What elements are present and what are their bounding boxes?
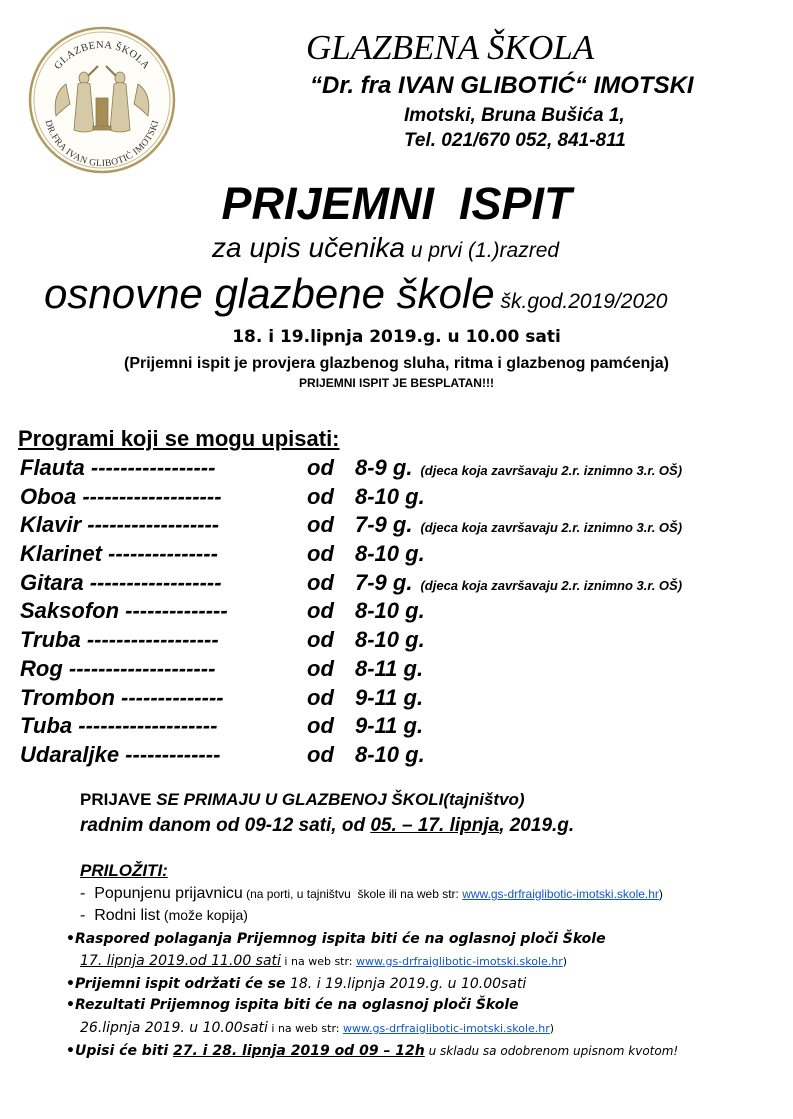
program-row <box>0 713 793 742</box>
program-age <box>355 742 433 768</box>
program-od: od <box>307 713 334 739</box>
logo-text-bottom: DR.FRA IVAN GLIBOTIĆ IMOTSKI <box>42 118 162 170</box>
program-age <box>355 541 433 567</box>
school-full-name: “Dr. fra IVAN GLIBOTIĆ“ IMOTSKI <box>310 72 694 99</box>
notice-exam-label: •Prijemni ispit održati će se <box>66 976 286 992</box>
program-name: Saksofon -------------- <box>20 598 228 624</box>
program-name: Trombon -------------- <box>20 684 224 710</box>
program-row <box>0 484 793 513</box>
program-od: od <box>307 541 334 567</box>
program-age <box>355 656 431 682</box>
program-row <box>0 541 793 570</box>
program-od: od <box>307 741 334 767</box>
applications-period <box>80 815 574 837</box>
program-age <box>355 512 682 538</box>
program-row <box>0 570 793 599</box>
program-od: od <box>307 483 334 509</box>
subtitle-main: za upis učenika <box>212 232 406 263</box>
attachment-note: (na porti, u tajništvu škole ili na web str: <box>242 887 463 901</box>
notice-enrollment <box>66 1043 678 1059</box>
attachment-note: (može kopija) <box>160 907 248 923</box>
program-note: (djeca koja završavaju 2.r. iznimno 3.r. OŠ) <box>420 463 683 478</box>
program-age-value: 8-9 g. <box>355 455 413 480</box>
school-type-text: osnovne glazbene škole <box>44 270 495 317</box>
program-age-value: 9-11 g. <box>355 684 424 710</box>
school-year: šk.god.2019/2020 <box>494 290 668 313</box>
program-row <box>0 512 793 541</box>
applications-office: (tajništvo) <box>443 790 525 809</box>
subtitle-grade: u prvi (1.)razred <box>405 239 560 262</box>
applications-place: SE PRIMAJU U GLAZBENOJ ŠKOLI <box>156 790 444 809</box>
applications-hours: radnim danom od 09-12 sati, od <box>80 815 371 836</box>
notice-enrollment-label: •Upisi će biti <box>66 1043 173 1059</box>
notice-exam-date: 18. i 19.lipnja 2019.g. u 10.00sati <box>285 976 527 992</box>
program-row <box>0 598 793 627</box>
program-age-value: 8-10 g. <box>355 627 425 653</box>
program-age-value: 8-10 g. <box>355 741 425 767</box>
program-od: od <box>307 598 334 624</box>
programs-list <box>0 455 793 771</box>
website-link[interactable]: www.gs-drfraiglibotic-imotski.skole.hr <box>342 1022 550 1035</box>
program-name: Gitara ------------------ <box>20 569 222 595</box>
applications-dates: 05. – 17. lipnja <box>370 815 500 836</box>
program-name: Truba ------------------ <box>20 627 219 653</box>
program-od: od <box>307 569 334 595</box>
exam-note: (Prijemni ispit je provjera glazbenog sluha, ritma i glazbenog pamćenja) <box>123 355 669 372</box>
program-od: od <box>307 455 334 480</box>
program-age-value: 7-9 g. <box>355 569 413 595</box>
program-age <box>355 685 431 711</box>
applications-label: PRIJAVE <box>80 790 157 809</box>
attachment-item <box>80 885 663 903</box>
program-age <box>355 598 433 624</box>
notice-schedule: •Raspored polaganja Prijemnog ispita biti će na oglasnoj ploči Škole <box>66 931 606 947</box>
school-logo <box>26 26 178 174</box>
program-age-value: 8-10 g. <box>355 483 425 509</box>
subtitle <box>212 232 559 264</box>
school-type <box>44 270 667 318</box>
program-name: Tuba ------------------- <box>20 713 218 739</box>
page-title: PRIJEMNI ISPIT <box>221 178 572 229</box>
program-age <box>355 455 682 481</box>
program-name: Klarinet --------------- <box>20 541 218 567</box>
notice-exam <box>66 976 526 992</box>
program-od: od <box>307 684 334 710</box>
free-note: PRIJEMNI ISPIT JE BESPLATAN!!! <box>299 376 494 390</box>
notice-schedule-date <box>80 953 567 969</box>
program-age-value: 9-11 g. <box>355 713 424 739</box>
program-age <box>355 713 431 739</box>
notice-enrollment-note: u skladu sa odobrenom upisnom kvotom! <box>424 1044 679 1058</box>
program-age <box>355 627 433 653</box>
program-od: od <box>307 627 334 653</box>
program-name: Udaraljke ------------- <box>20 741 221 767</box>
exam-dates: 18. i 19.lipnja 2019.g. u 10.00 sati <box>232 327 561 347</box>
program-od: od <box>307 512 334 538</box>
notice-note-end: ) <box>562 955 568 968</box>
attachment-note-end: ) <box>658 887 663 901</box>
program-age-value: 7-9 g. <box>355 512 413 538</box>
program-age-value: 8-10 g. <box>355 598 425 624</box>
school-name: GLAZBENA ŠKOLA <box>306 28 595 67</box>
address-line: Imotski, Bruna Bušića 1, <box>404 105 625 126</box>
program-row <box>0 455 793 484</box>
program-age <box>355 570 682 596</box>
applications-line <box>80 790 525 810</box>
program-name: Klavir ------------------ <box>20 512 220 538</box>
notice-note-end: ) <box>549 1022 555 1035</box>
program-age <box>355 484 433 510</box>
program-od: od <box>307 655 334 681</box>
programs-heading: Programi koji se mogu upisati: <box>18 426 340 451</box>
phone-line: Tel. 021/670 052, 841-811 <box>404 130 626 151</box>
program-age-value: 8-11 g. <box>355 655 424 681</box>
program-row <box>0 742 793 771</box>
website-link[interactable]: www.gs-drfraiglibotic-imotski.skole.hr <box>462 887 659 901</box>
notice-results-date <box>80 1020 554 1036</box>
program-age-value: 8-10 g. <box>355 541 425 567</box>
program-row <box>0 685 793 714</box>
program-row <box>0 656 793 685</box>
notice-note: i na web str: <box>267 1022 343 1035</box>
notice-date: 26.lipnja 2019. u 10.00sati <box>80 1020 268 1036</box>
program-name: Flauta ----------------- <box>20 455 216 480</box>
notice-date: 17. lipnja 2019.od 11.00 sati <box>80 953 281 969</box>
program-note: (djeca koja završavaju 2.r. iznimno 3.r. OŠ) <box>420 520 683 536</box>
program-name: Rog -------------------- <box>20 655 216 681</box>
applications-year: , 2019.g. <box>499 815 575 836</box>
program-note: (djeca koja završavaju 2.r. iznimno 3.r. OŠ) <box>420 577 683 593</box>
logo-text-top: GLAZBENA ŠKOLA <box>52 39 152 72</box>
attachment-text: - Popunjenu prijavnicu <box>80 885 243 902</box>
notice-results: •Rezultati Prijemnog ispita biti će na oglasnoj ploči Škole <box>66 997 519 1013</box>
attachment-text: - Rodni list <box>80 907 161 924</box>
notice-note: i na web str: <box>280 955 357 968</box>
notice-enrollment-date: 27. i 28. lipnja 2019 od 09 – 12h <box>173 1043 425 1059</box>
attachments-heading: PRILOŽITI: <box>80 861 168 880</box>
program-row <box>0 627 793 656</box>
website-link[interactable]: www.gs-drfraiglibotic-imotski.skole.hr <box>356 955 563 968</box>
attachment-item <box>80 907 248 925</box>
program-name: Oboa ------------------- <box>20 483 222 509</box>
